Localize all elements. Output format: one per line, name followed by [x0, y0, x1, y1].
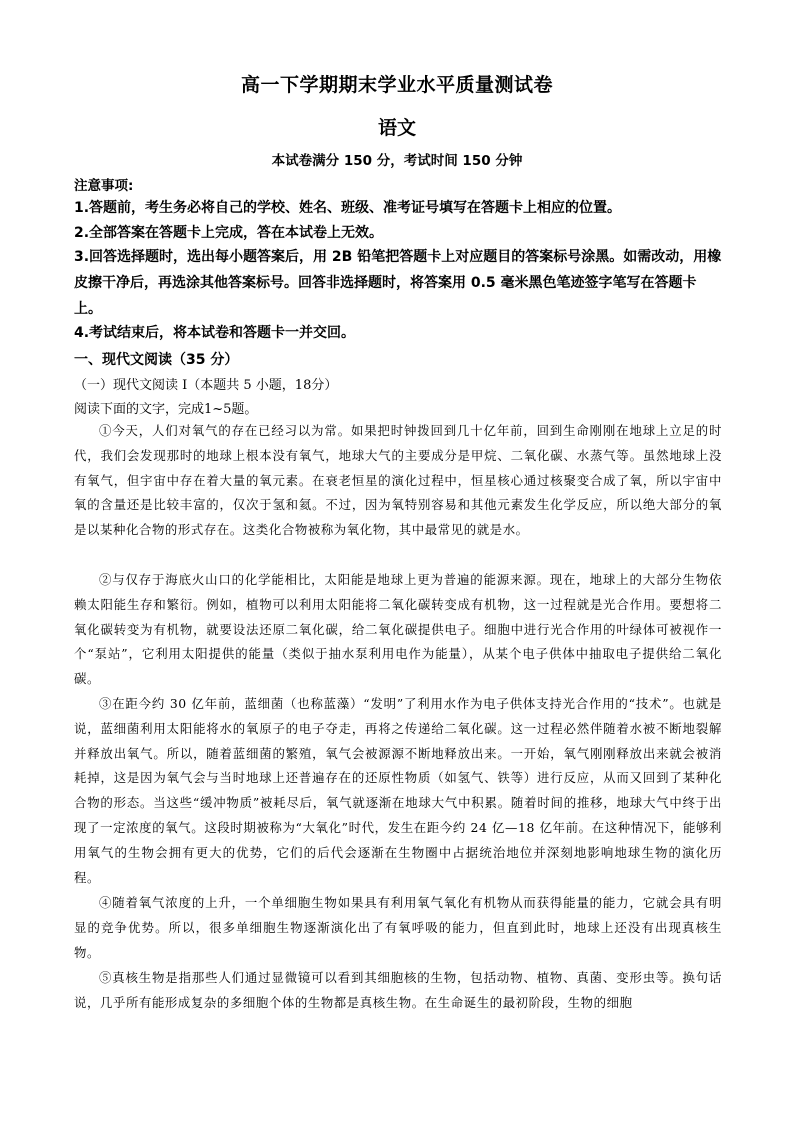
page-title: 高一下学期期末学业水平质量测试卷 — [240, 74, 553, 96]
note-item: 1.答题前，考生务必将自己的学校、姓名、班级、准考证号填写在答题卡上相应的位置。 — [74, 200, 622, 216]
notes-heading: 注意事项: — [74, 178, 134, 194]
passage-paragraph: ①今天，人们对氧气的存在已经习以为常。如果把时钟拨回到几十亿年前，回到生命刚刚在地球上立足的时代，我们会发现那时的地球上根本没有氧气，地球大气的主要成分是甲烷、二氧化碳、水蒸气等。虽然地球上没有氧气，但宇宙中存在着大量的氧元素。在衰老恒星的演化过程中，恒星核心通过核聚变合成了氧，所以宇宙中氧的含量还是比较丰富的，仅次于氢和氦。不过，因为氧特别容易和其他元素发生化学反应，所以绝大部分的氧是以某种化合物的形式存在。这类化合物被称为氧化物，其中最常见的就是水。 — [74, 423, 722, 538]
passage-paragraph: ③在距今约 30 亿年前，蓝细菌（也称蓝藻）“发明”了利用水作为电子供体支持光合作用的“技术”。也就是说，蓝细菌利用太阳能将水的氧原子的电子夺走，再将之传递给二氧化碳。这一过程必然伴随着水被不断地裂解并释放出氧气。所以，随着蓝细菌的繁殖，氧气会被源源不断地释放出来。一开始，氧气刚刚释放出来就会被消耗掉，这是因为氧气会与当时地球上还普遍存在的还原性物质（如氢气、铁等）进行反应，从而又回到了某种化合物的形态。当这些“缓冲物质”被耗尽后，氧气就逐渐在地球大气中积累。随着时间的推移，地球大气中终于出现了一定浓度的氧气。这段时期被称为“大氧化”时代，发生在距今约 24 亿—18 亿年前。在这种情况下，能够利用氧气的生物会拥有更大的优势，它们的后代会逐渐在生物圈中占据统治地位并深刻地影响地球生物的演化历程。 — [74, 696, 722, 885]
note-item: 3.回答选择题时，选出每小题答案后，用 2B 铅笔把答题卡上对应题目的答案标号涂黑。如需改动，用橡皮擦干净后，再选涂其他答案标号。回答非选择题时，将答案用 0.5 毫米黑色笔迹签字笔写在答题卡上。 — [74, 249, 722, 317]
passage-paragraph: ⑤真核生物是指那些人们通过显微镜可以看到其细胞核的生物，包括动物、植物、真菌、变形虫等。换句话说，几乎所有能形成复杂的多细胞个体的生物都是真核生物。在生命诞生的最初阶段，生物的细胞 — [74, 970, 722, 1010]
passage-paragraph: ④随着氧气浓度的上升，一个单细胞生物如果具有利用氧气氧化有机物从而获得能量的能力，它就会具有明显的竞争优势。所以，很多单细胞生物逐渐演化出了有氧呼吸的能力，但直到此时，地球上还没有出现真核生物。 — [74, 895, 722, 960]
note-item: 2.全部答案在答题卡上完成，答在本试卷上无效。 — [74, 225, 384, 241]
note-item: 4.考试结束后，将本试卷和答题卡一并交回。 — [74, 325, 356, 341]
passage-paragraph: ②与仅存于海底火山口的化学能相比，太阳能是地球上更为普遍的能源来源。现在，地球上的大部分生物依赖太阳能生存和繁衍。例如，植物可以利用太阳能将二氧化碳转变成有机物，这一过程就是光合作用。要想将二氧化碳转变为有机物，就要设法还原二氧化碳，给二氧化碳提供电子。细胞中进行光合作用的叶绿体可被视作一个“泵站”，它利用太阳提供的能量（类似于抽水泵利用电作为能量），从某个电子供体中抽取电子提供给二氧化碳。 — [74, 572, 722, 687]
subject-title: 语文 — [377, 117, 416, 139]
reading-instruction: 阅读下面的文字，完成1~5题。 — [74, 402, 258, 417]
section-heading: 一、现代文阅读（35 分） — [74, 352, 239, 368]
section-subheading: （一）现代文阅读 I（本题共 5 小题，18分） — [74, 378, 338, 393]
exam-info: 本试卷满分 150 分，考试时间 150 分钟 — [271, 153, 523, 169]
